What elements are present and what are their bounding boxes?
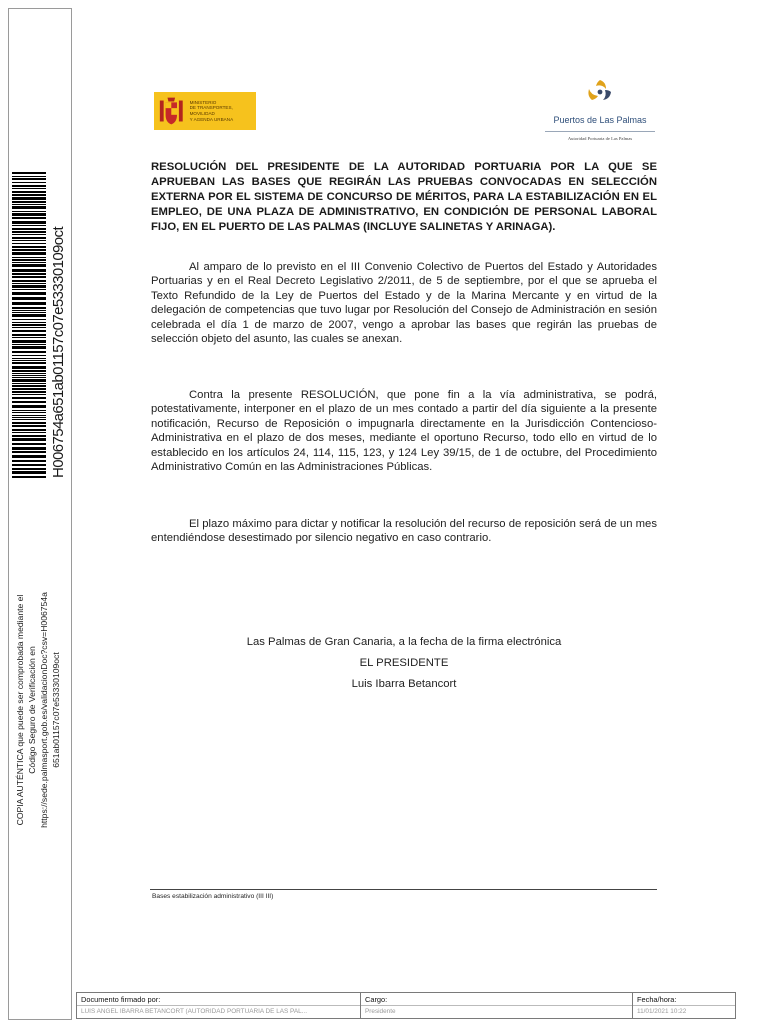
verification-url: https://sede.palmasport.gob.es/validacionDoc?csv=H006754a (39, 592, 49, 828)
position-label: Cargo: (365, 995, 388, 1004)
port-divider (545, 131, 655, 132)
signature-name: Luis Ibarra Betancort (351, 678, 457, 690)
barcode (12, 172, 46, 478)
footer-divider (150, 889, 657, 890)
port-name: Puertos de Las Palmas (553, 115, 647, 125)
verification-code: 651ab01157c07e53330109oct (51, 652, 61, 768)
paragraph: Contra la presente RESOLUCIÓN, que pone fin a la vía administrativa, se podrá, potestativamente, interponer en el plazo de un mes contado a partir del día siguiente a la presente notificación, Recurso de Reposición o impugnarla directamente en la Jurisdicción Contencioso-Administrativa en el plazo de dos meses, mediante el oportuno Recurso, todo ello en virtud de lo establecido en los artículos 24, 114, 115, 123, y 124 Ley 39/15, de 1 de octubre, del Procedimiento Administrativo Común en las Administraciones Públicas. (151, 389, 657, 474)
position-cell (361, 993, 633, 1018)
ministry-line: MINISTERIO (189, 99, 217, 105)
paragraph: El plazo máximo para dictar y notificar la resolución del recurso de reposición será de un mes entendiéndose desestimado por silencio negativo en caso contrario. (151, 518, 657, 545)
port-subtitle: Autoridad Portuaria de Las Palmas (567, 136, 633, 141)
signature-place-date: Las Palmas de Gran Canaria, a la fecha de la firma electrónica (246, 636, 562, 648)
ministry-logo (154, 92, 256, 130)
port-emblem-icon (586, 78, 614, 108)
row-divider (361, 1005, 632, 1006)
signed-by-cell (77, 993, 361, 1018)
row-divider (633, 1005, 735, 1006)
signature-table (76, 992, 736, 1019)
barcode-text: H006754a651ab01157c07e53330109oct (50, 226, 67, 478)
ministry-line: DE TRANSPORTES, MOVILIDAD (189, 105, 233, 116)
datetime-value: 11/01/2021 10:22 (637, 1008, 687, 1015)
position-value: Presidente (365, 1008, 396, 1015)
signed-by-value: LUIS ANGEL IBARRA BETANCORT (AUTORIDAD PORTUARIA DE LAS PAL... (81, 1008, 307, 1015)
footer-text: Bases estabilización administrativo (III III) (152, 893, 274, 900)
ministry-line: Y AGENDA URBANA (189, 116, 234, 122)
verification-notice (14, 590, 62, 830)
datetime-cell (633, 993, 735, 1018)
coat-of-arms-icon (157, 94, 186, 128)
signed-by-label: Documento firmado por: (81, 995, 161, 1004)
ministry-name (190, 100, 256, 122)
port-authority-logo (540, 78, 660, 142)
verification-strip (8, 8, 72, 1020)
paragraph: Al amparo de lo previsto en el III Convenio Colectivo de Puertos del Estado y Autoridades Portuarias y en el Real Decreto Legislativo 2/2011, de 5 de septiembre, por el que se aprueba el Texto Refundido de la Ley de Puertos del Estado y de la Marina Mercante y en virtud de la delegación de competencias que tuvo lugar por Resolución del Consejo de Administración en sesión celebrada el día 1 de marzo de 2007, vengo a aprobar las bases que regirán las pruebas de selección objeto del asunto, las cuales se anexan. (151, 261, 657, 346)
row-divider (77, 1005, 360, 1006)
verification-line: Código Seguro de Verificación en (27, 646, 37, 774)
verification-line: COPIA AUTÉNTICA que puede ser comprobada mediante el (15, 594, 25, 826)
signature-role: EL PRESIDENTE (359, 657, 449, 669)
document-title: RESOLUCIÓN DEL PRESIDENTE DE LA AUTORIDAD PORTUARIA POR LA QUE SE APRUEBAN LAS BASES QUE REGIRÁN LAS PRUEBAS CONVOCADAS EN SELECCIÓN EXTERNA POR EL SISTEMA DE CONCURSO DE MÉRITOS, PARA LA ESTABILIZACIÓN EN EL EMPLEO, DE UNA PLAZA DE ADMINISTRATIVO, EN CONDICIÓN DE PERSONAL LABORAL FIJO, EN EL PUERTO DE LAS PALMAS (INCLUYE SALINETAS Y ARINAGA). (151, 161, 657, 233)
datetime-label: Fecha/hora: (637, 995, 677, 1004)
